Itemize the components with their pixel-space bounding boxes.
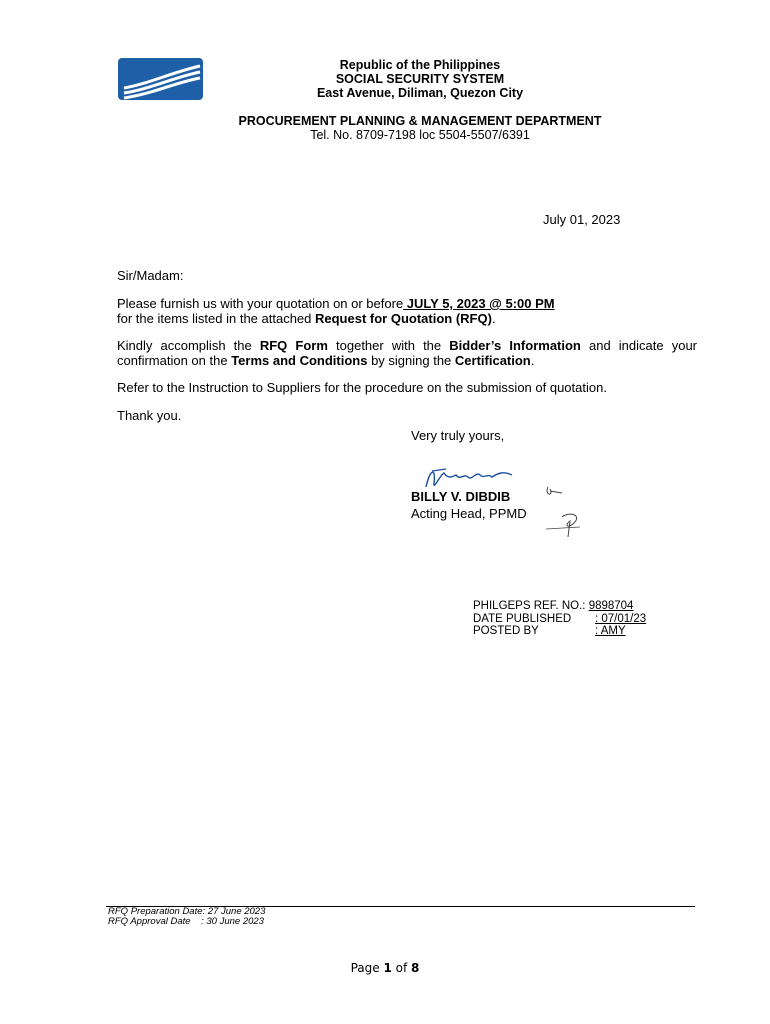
posted-by-value: : AMY — [595, 625, 626, 637]
philgeps-reference — [473, 600, 646, 638]
letter-date: July 01, 2023 — [543, 212, 621, 227]
header-address: East Avenue, Diliman, Quezon City — [316, 86, 524, 100]
rfq-approval-date: RFQ Approval Date : 30 June 2023 — [108, 916, 264, 927]
rfq-preparation-date: RFQ Preparation Date: 27 June 2023 — [108, 906, 266, 917]
posted-by-label: POSTED BY — [473, 625, 539, 637]
paragraph-quotation: Please furnish us with your quotation on or before JULY 5, 2023 @ 5:00 PM for the items listed in the attached Request for Quotation (RFQ). — [117, 296, 555, 326]
signer-name: BILLY V. DIBDIB — [411, 489, 511, 504]
sss-logo — [118, 58, 203, 100]
ref-label: PHILGEPS REF. NO.: — [473, 600, 586, 612]
page-number: Page 1 of 8 — [350, 961, 420, 975]
header-tel: Tel. No. 8709-7198 loc 5504-5507/6391 — [310, 128, 530, 142]
ref-value: 9898704 — [588, 600, 634, 612]
header-department: PROCUREMENT PLANNING & MANAGEMENT DEPARTMENT — [238, 114, 602, 128]
thank-you: Thank you. — [117, 408, 182, 423]
deadline: JULY 5, 2023 @ 5:00 PM — [403, 296, 555, 311]
signer-title: Acting Head, PPMD — [411, 506, 527, 521]
signatory — [411, 488, 527, 522]
salutation: Sir/Madam: — [117, 268, 184, 283]
header-sss: SOCIAL SECURITY SYSTEM — [335, 72, 505, 86]
paragraph-refer: Refer to the Instruction to Suppliers for the procedure on the submission of quotation. — [117, 380, 607, 395]
date-published-label: DATE PUBLISHED — [473, 612, 572, 625]
closing: Very truly yours, — [411, 428, 505, 443]
header-republic: Republic of the Philippines — [339, 58, 501, 72]
paragraph-instructions: Kindly accomplish the RFQ Form together with the Bidder’s Information and indicate your confirmation on the Terms and Conditions by signing the Certification. — [117, 338, 697, 368]
date-published-value: : 07/01/23 — [595, 612, 647, 625]
footer-dates — [108, 907, 265, 927]
initials-mark — [540, 485, 590, 545]
